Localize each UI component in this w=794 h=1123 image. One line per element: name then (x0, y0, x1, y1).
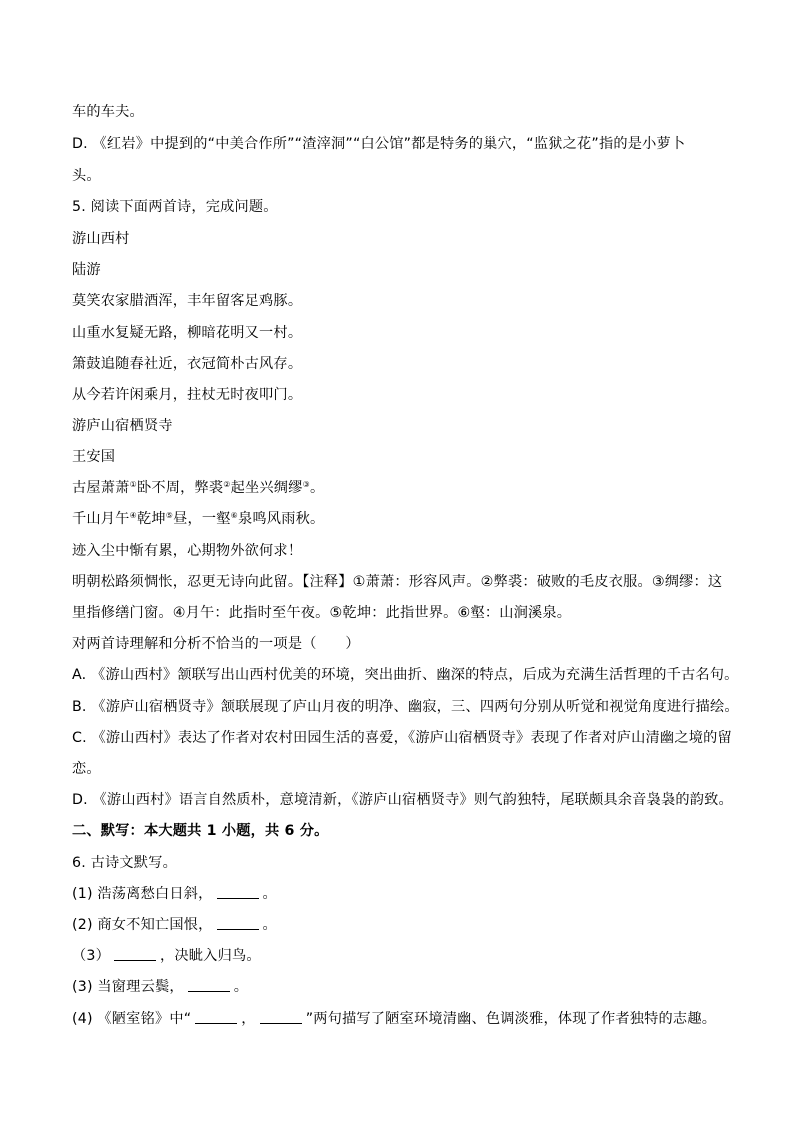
answer-blank[interactable] (217, 884, 259, 899)
poem1-line: 莫笑农家腊酒浑，丰年留客足鸡豚。 (72, 293, 303, 309)
option-d-prev: D. 《红岩》中提到的“中美合作所”“渣滓洞”“白公馆”都是特务的巢穴，“监狱之花”指的是小萝卜 (72, 136, 686, 152)
question-6-stem: 6. 古诗文默写。 (72, 855, 177, 871)
note-mark: ① (129, 480, 137, 489)
dictation-item-1: (1) 浩荡离愁白日斜， 。 (72, 886, 277, 902)
text-line: 头。 (72, 168, 101, 184)
question-5-stem: 5. 阅读下面两首诗，完成问题。 (72, 199, 278, 215)
dictation-item-5: (4) 《陋室铭》中“ ， ”两句描写了陋室环境清幽、色调淡雅，体现了作者独特的志趣。 (72, 1011, 717, 1027)
answer-blank[interactable] (188, 977, 230, 992)
question-stem: 对两首诗理解和分析不恰当的一项是（ ） (72, 636, 360, 652)
option-d: D. 《游山西村》语言自然质朴，意境清新，《游庐山宿栖贤寺》则气韵独特，尾联颇具余音袅袅的韵致。 (72, 792, 733, 808)
note-mark: ⑤ (165, 511, 174, 520)
poem2-line-4-notes: 明朝松路须惆怅，忍更无诗向此留。【注释】①萧萧：形容风声。②弊裘：破败的毛皮衣服。③绸缪：这 (72, 574, 723, 590)
answer-blank[interactable] (114, 946, 156, 961)
poem2-line-1: 古屋萧萧①卧不周，弊裘②起坐兴绸缪③。 (72, 480, 325, 496)
poem2-author: 王安国 (72, 449, 116, 465)
poem1-author: 陆游 (72, 262, 101, 278)
option-c: C. 《游山西村》表达了作者对农村田园生活的喜爱，《游庐山宿栖贤寺》表现了作者对庐山清幽之境的留 (72, 730, 732, 746)
option-b: B. 《游庐山宿栖贤寺》颔联展现了庐山月夜的明净、幽寂，三、四两句分别从听觉和视觉角度进行描绘。 (72, 699, 739, 715)
note-mark: ② (223, 480, 231, 489)
dictation-item-2: (2) 商女不知亡国恨， 。 (72, 917, 277, 933)
poem1-title: 游山西村 (72, 231, 130, 247)
note-mark: ⑥ (230, 511, 239, 520)
note-mark: ④ (129, 511, 137, 520)
poem2-notes: 里指修缮门窗。④月午：此指时至午夜。⑤乾坤：此指世界。⑥壑：山涧溪泉。 (72, 605, 572, 621)
answer-blank[interactable] (260, 1009, 302, 1024)
poem1-line: 从今若许闲乘月，拄杖无时夜叩门。 (72, 387, 303, 403)
answer-blank[interactable] (217, 915, 259, 930)
poem2-title: 游庐山宿栖贤寺 (72, 418, 173, 434)
poem2-line-3: 迹入尘中惭有累，心期物外欲何求！ (72, 543, 303, 559)
poem2-line-2: 千山月午④乾坤⑤昼，一壑⑥泉鸣风雨秋。 (72, 511, 325, 527)
dictation-item-3: （3） ，决眦入归鸟。 (72, 948, 261, 964)
text-line: 车的车夫。 (72, 104, 144, 120)
note-mark: ③ (302, 480, 310, 489)
section-heading: 二、默写：本大题共 1 小题，共 6 分。 (72, 823, 329, 839)
option-a: A. 《游山西村》颔联写出山西村优美的环境，突出曲折、幽深的特点，后成为充满生活哲理的千古名句。 (72, 667, 739, 683)
poem1-line: 山重水复疑无路，柳暗花明又一村。 (72, 325, 303, 341)
option-c-cont: 恋。 (72, 761, 101, 777)
answer-blank[interactable] (195, 1009, 237, 1024)
poem1-line: 箫鼓追随春社近，衣冠简朴古风存。 (72, 356, 303, 372)
dictation-item-4: (3) 当窗理云鬓， 。 (72, 979, 249, 995)
